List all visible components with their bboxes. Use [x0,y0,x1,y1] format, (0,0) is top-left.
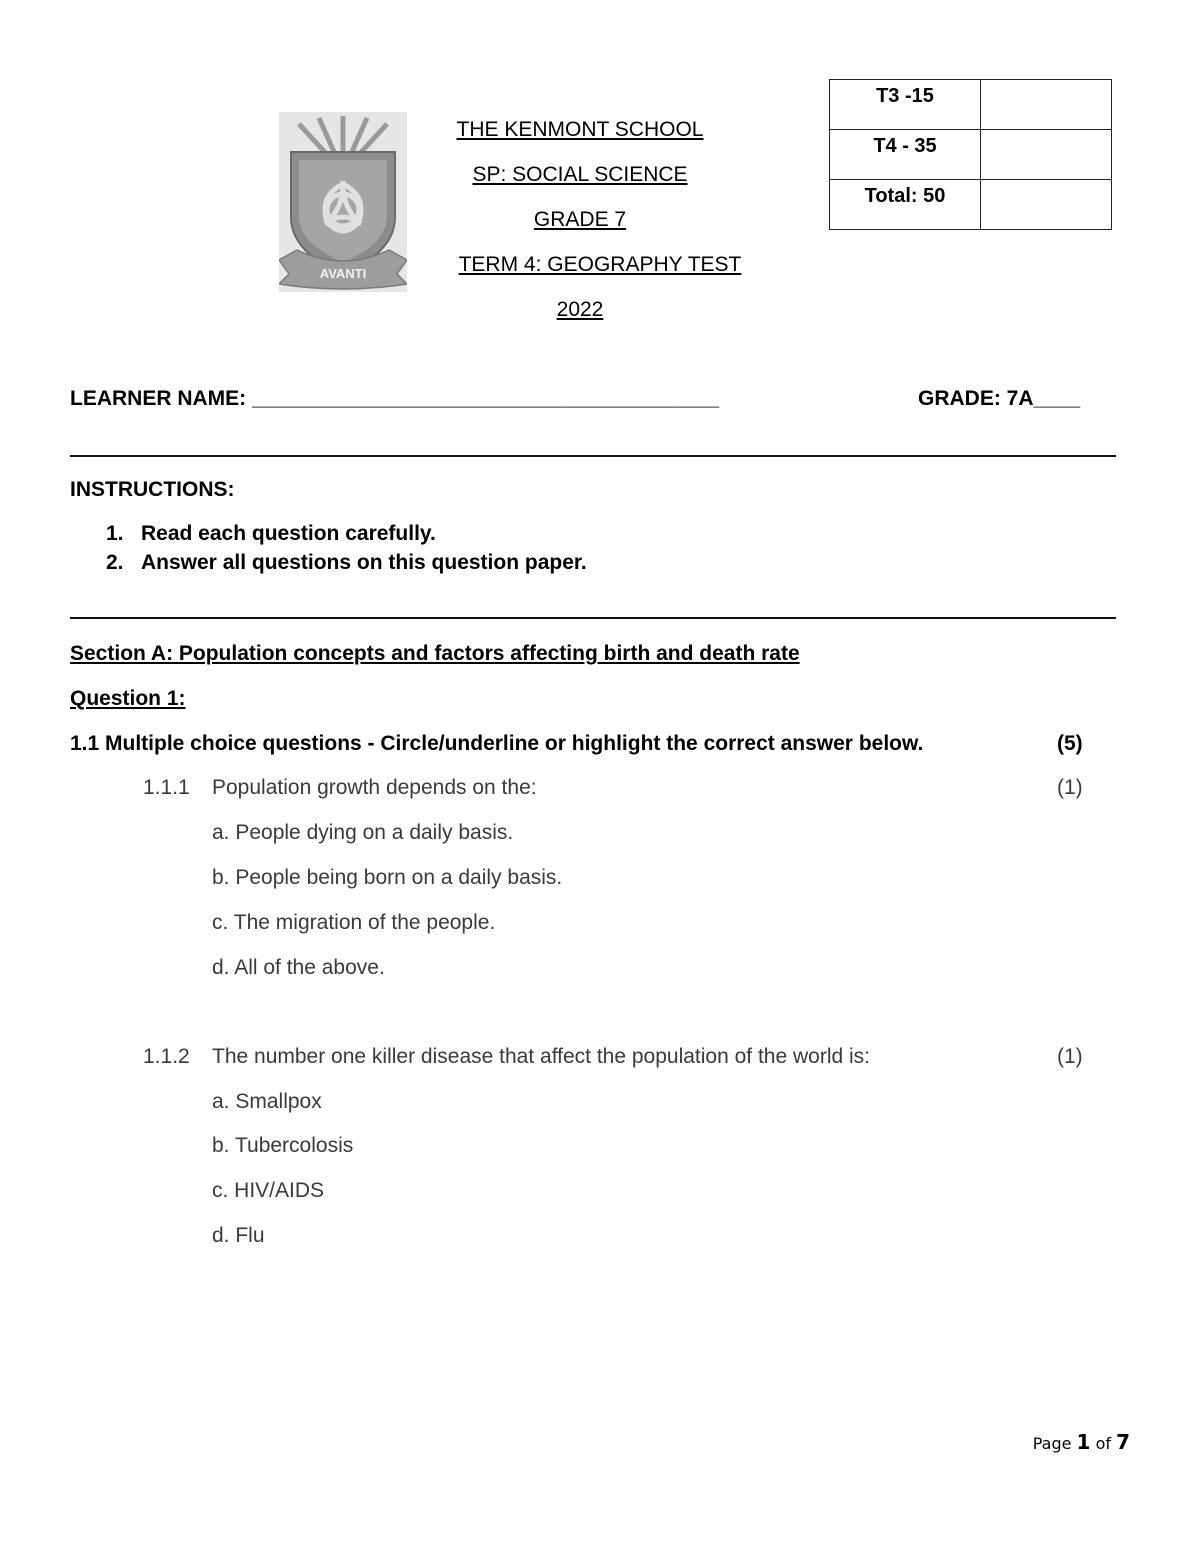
answer-option-b[interactable]: b. Tubercolosis [212,1134,354,1157]
crest-motto: AVANTI [319,266,367,281]
question-number: 1.1.2 [143,1045,190,1068]
question-1-heading: Question 1: [70,687,186,710]
marks-value-cell[interactable] [981,80,1112,130]
q1-1-heading: 1.1 Multiple choice questions - Circle/underline or highlight the correct answer below. [70,732,924,755]
marks-row [830,130,1112,180]
question-marks: (1) [1057,776,1083,799]
marks-label: T4 - 35 [830,130,981,180]
answer-option-a[interactable]: a. Smallpox [212,1090,322,1113]
divider [70,455,1116,457]
q1-1-marks: (5) [1057,732,1083,755]
learner-grade-field[interactable]: GRADE: 7A____ [918,387,1081,410]
answer-option-a[interactable]: a. People dying on a daily basis. [212,821,514,844]
answer-option-c[interactable]: c. HIV/AIDS [212,1179,325,1202]
instruction-number: 1. [106,522,124,545]
school-name: THE KENMONT SCHOOL [456,118,704,141]
answer-option-d[interactable]: d. Flu [212,1224,265,1247]
marks-value-cell[interactable] [981,130,1112,180]
marks-value-cell[interactable] [981,180,1112,230]
page-total: 7 [1116,1430,1130,1454]
question-text: Population growth depends on the: [212,776,537,799]
marks-label: Total: 50 [830,180,981,230]
marks-table [829,79,1112,230]
grade-title: GRADE 7 [533,208,627,231]
instruction-number: 2. [106,551,124,574]
divider [70,617,1116,619]
page-number: 1 [1076,1430,1091,1454]
of-word: of [1095,1434,1111,1453]
answer-option-d[interactable]: d. All of the above. [212,956,385,979]
subject-title: SP: SOCIAL SCIENCE [472,163,688,186]
answer-option-c[interactable]: c. The migration of the people. [212,911,496,934]
test-title: TERM 4: GEOGRAPHY TEST [458,253,742,276]
answer-option-b[interactable]: b. People being born on a daily basis. [212,866,563,889]
page-footer [1033,1430,1130,1454]
learner-name-field[interactable]: LEARNER NAME: ________________________________________ [70,387,720,410]
instruction-item: Read each question carefully. [141,522,436,545]
page-word: Page [1032,1434,1072,1453]
instructions-heading: INSTRUCTIONS: [70,478,235,501]
section-a-title: Section A: Population concepts and factors affecting birth and death rate [70,642,800,665]
marks-row [830,80,1112,130]
question-number: 1.1.1 [143,776,190,799]
instruction-item: Answer all questions on this question paper. [141,551,587,574]
question-marks: (1) [1057,1045,1083,1068]
marks-row [830,180,1112,230]
question-text: The number one killer disease that affect the population of the world is: [212,1045,871,1068]
marks-label: T3 -15 [830,80,981,130]
year-title: 2022 [556,298,604,321]
